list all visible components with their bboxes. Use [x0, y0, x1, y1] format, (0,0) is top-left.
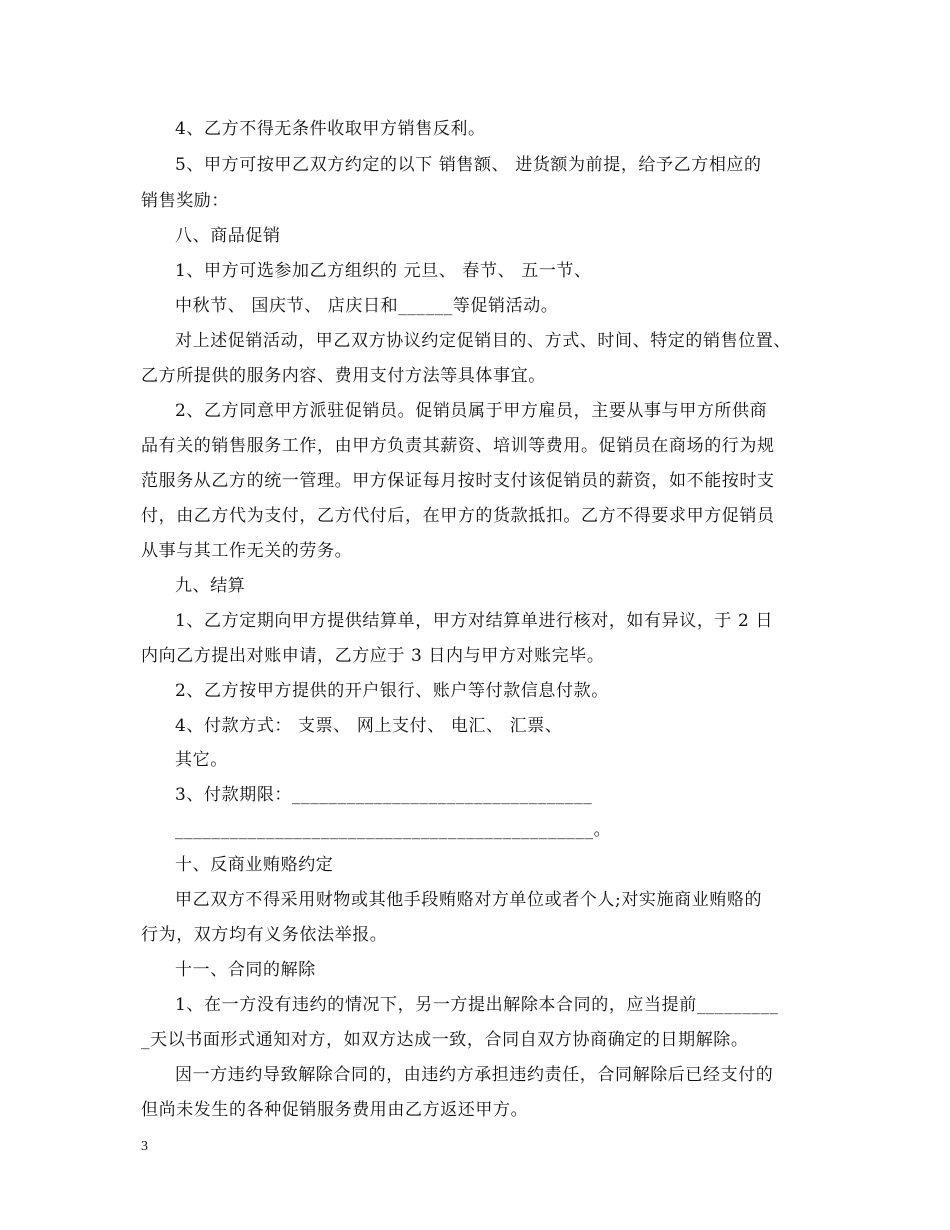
text-line: 付，由乙方代为支付，乙方代付后，在甲方的货款抵扣。乙方不得要求甲方促销员	[141, 506, 775, 526]
text-line: 销售奖励：	[141, 191, 229, 211]
text-line: 乙方所提供的服务内容、费用支付方法等具体事宜。	[141, 366, 546, 386]
section-heading: 十一、合同的解除	[175, 960, 316, 980]
section-heading: 十、反商业贿赂约定	[175, 855, 334, 875]
text-line: 中秋节、 国庆节、 店庆日和______等促销活动。	[175, 296, 559, 316]
text-line: 但尚未发生的各种促销服务费用由乙方返还甲方。	[141, 1100, 529, 1120]
text-line: 其它。	[175, 750, 228, 770]
text-line: 1、在一方没有违约的情况下，另一方提出解除本合同的，应当提前_________	[175, 995, 779, 1015]
text-line: 行为，双方均有义务依法举报。	[141, 925, 388, 945]
text-line: 1、甲方可选参加乙方组织的 元旦、 春节、 五一节、	[175, 261, 592, 281]
text-line: 2、乙方同意甲方派驻促销员。促销员属于甲方雇员，主要从事与甲方所供商	[175, 401, 768, 421]
section-heading: 八、商品促销	[175, 226, 281, 246]
text-line: 范服务从乙方的统一管理。甲方保证每月按时支付该促销员的薪资，如不能按时支	[141, 471, 775, 491]
text-line: 5、甲方可按甲乙双方约定的以下 销售额、 进货额为前提，给予乙方相应的	[175, 155, 762, 175]
text-line: 品有关的销售服务工作，由甲方负责其薪资、培训等费用。促销员在商场的行为规	[141, 436, 775, 456]
text-line: 4、乙方不得无条件收取甲方销售反利。	[175, 119, 486, 139]
text-line: 内向乙方提出对账申请，乙方应于 3 日内与甲方对账完毕。	[141, 646, 605, 666]
text-line: ______________________________________________。	[175, 820, 612, 840]
text-line: 从事与其工作无关的劳务。	[141, 541, 353, 561]
text-line: 1、乙方定期向甲方提供结算单，甲方对结算单进行核对，如有异议，于 2 日	[175, 611, 774, 631]
section-heading: 九、结算	[175, 576, 246, 596]
text-line: 3、付款期限：_________________________________	[175, 785, 593, 805]
text-line: 因一方违约导致解除合同的，由违约方承担违约责任，合同解除后已经支付的	[175, 1065, 774, 1085]
text-line: 甲乙双方不得采用财物或其他手段贿赂对方单位或者个人;对实施商业贿赂的	[175, 890, 763, 910]
text-line: 4、付款方式： 支票、 网上支付、 电汇、 汇票、	[175, 716, 563, 736]
text-line: 对上述促销活动，甲乙双方协议约定促销目的、方式、时间、特定的销售位置、	[175, 331, 791, 351]
text-line: 2、乙方按甲方提供的开户银行、账户等付款信息付款。	[175, 681, 609, 701]
page-number: 3	[141, 1139, 148, 1154]
text-line: _天以书面形式通知对方，如双方达成一致，合同自双方协商确定的日期解除。	[141, 1030, 749, 1050]
